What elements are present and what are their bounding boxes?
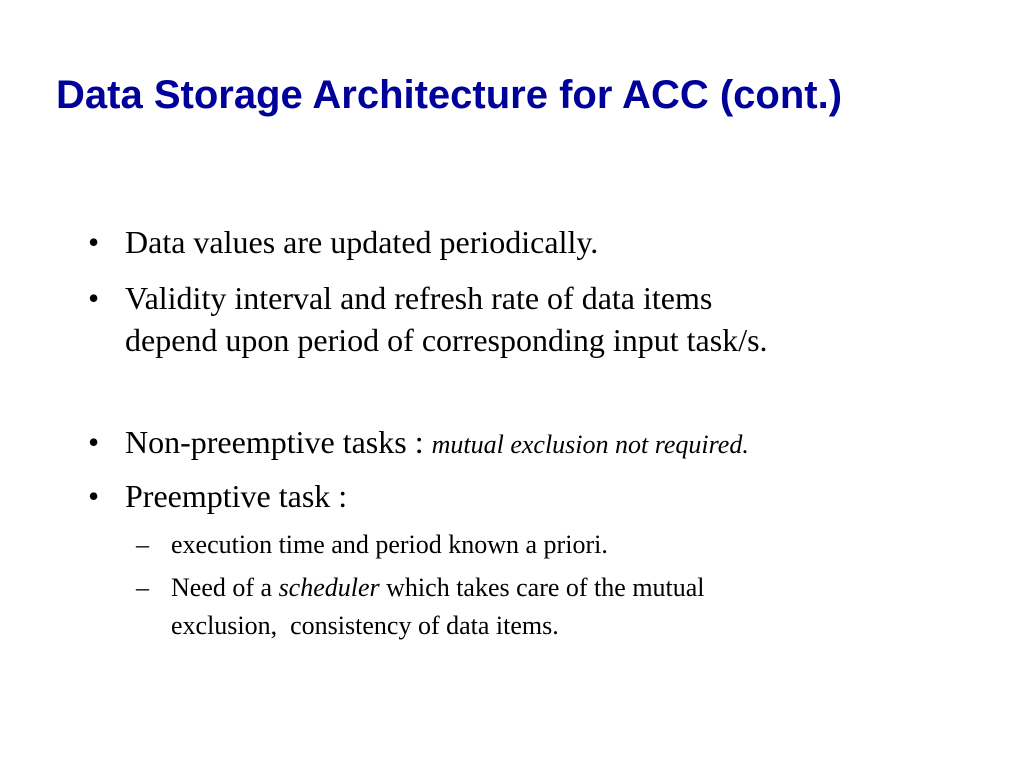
sub-bullet-marker: – xyxy=(136,573,149,602)
sub-bullet-text: execution time and period known a priori. xyxy=(171,530,608,559)
sub-bullet-emphasis: scheduler xyxy=(278,573,380,602)
bullet-marker: • xyxy=(88,478,100,514)
sub-bullet-marker: – xyxy=(136,530,149,559)
slide-title: Data Storage Architecture for ACC (cont.) xyxy=(56,73,843,117)
bullet-marker: • xyxy=(88,424,100,460)
sub-bullet-suffix: which takes care of the mutual xyxy=(379,573,705,602)
sub-bullet-text-line-2: exclusion, consistency of data items. xyxy=(171,611,559,640)
bullet-text-main: Non-preemptive tasks : xyxy=(125,424,432,460)
bullet-text xyxy=(125,420,749,467)
sub-bullet-text-line-1 xyxy=(171,569,705,607)
bullet-text: Data values are updated periodically. xyxy=(125,224,599,260)
bullet-text-line-1: Validity interval and refresh rate of data items xyxy=(125,280,713,316)
bullet-marker: • xyxy=(88,280,100,316)
bullet-text-emphasis: mutual exclusion not required. xyxy=(431,430,749,459)
bullet-text-line-2: depend upon period of corresponding input task/s. xyxy=(125,322,768,358)
sub-bullet-prefix: Need of a xyxy=(171,573,279,602)
bullet-marker: • xyxy=(88,224,100,260)
bullet-text: Preemptive task : xyxy=(125,478,348,514)
